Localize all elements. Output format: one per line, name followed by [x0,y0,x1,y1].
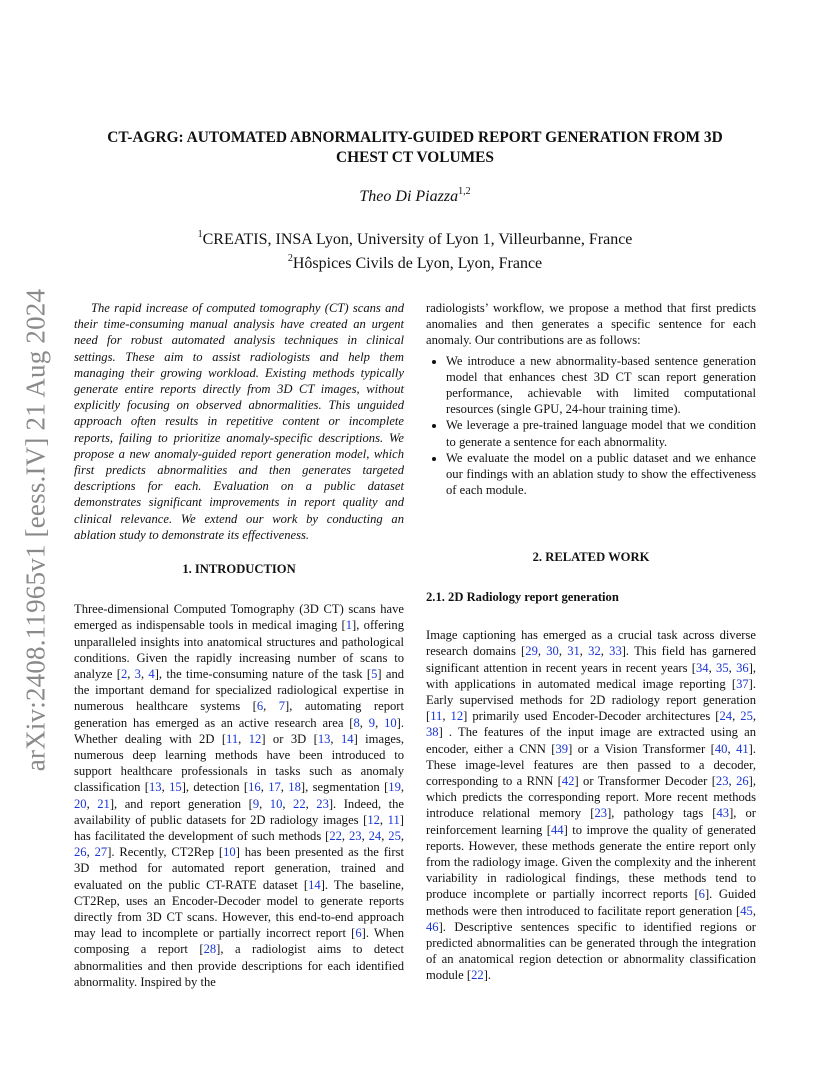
text-run: ], which predicts the corresponding report. More recent methods introduce relational memory [ [426,774,756,821]
text-run: ]. When composing a report [ [74,926,404,957]
text-run: ]. Descriptive sentences specific to identified regions or predicted abnormalities can be generated through the integration of an anatomical region detection or abnormality classification module [ [426,919,756,983]
related-work-section [426,589,756,984]
contribution-item: • We leverage a pre-trained language model that we condition to generate a sentence for each abnormality. [446,417,756,449]
author-name: Theo Di Piazza [359,188,459,205]
citation-link[interactable]: 29 [525,644,538,659]
intro-paragraph [74,601,404,990]
citation-link[interactable]: 14 [308,877,321,892]
text-run: , [140,667,149,682]
text-run: ], pathology tags [ [607,806,717,821]
text-run: ], offering unparalleled insights into anatomical structures and pathological conditions. Given the rapidly increasing number of scans to analyze [ [74,618,405,682]
citation-link[interactable]: 12 [367,812,380,827]
citation-link[interactable]: 14 [340,731,354,746]
text-run: ], with applications in automated medical image reporting [ [426,660,757,691]
citation-link[interactable]: 34 [696,660,709,675]
contribution-item: • We evaluate the model on a public dataset and we enhance our findings with an ablation study to show the effectiveness of each module. [446,450,756,499]
citation-link[interactable]: 16 [248,780,261,795]
citation-link[interactable]: 15 [169,780,182,795]
citation-link[interactable]: 10 [269,796,283,811]
text-run: , [537,644,547,659]
citation-link[interactable]: 9 [368,715,376,730]
citation-link[interactable]: 33 [609,644,622,659]
citation-link[interactable]: 11 [430,709,443,724]
citation-link[interactable]: 23 [715,774,729,789]
citation-link[interactable]: 41 [736,741,749,756]
affiliations [70,225,760,273]
text-run: , [330,731,341,746]
text-run: ]. Indeed, the availability of public datasets for 2D radiology images [ [74,796,405,827]
subsection-heading: 2.1. 2D Radiology report generation [426,590,619,604]
text-run: , [280,780,289,795]
citation-link[interactable]: 3 [134,667,141,682]
affiliation-1 [70,225,760,249]
text-run: , [400,780,405,795]
text-run: , [86,796,98,811]
text-run: , [558,644,568,659]
text-run: , [600,644,610,659]
right-column-top [426,300,756,498]
citation-link[interactable]: 26 [736,774,749,789]
citation-link[interactable]: 31 [567,644,580,659]
citation-link[interactable]: 43 [716,806,730,821]
citation-link[interactable]: 13 [149,780,162,795]
affiliation-2-text: Hôspices Civils de Lyon, Lyon, France [292,255,543,272]
text-run: , [442,709,451,724]
citation-link[interactable]: 24 [368,829,382,844]
title-line-1: CT-AGRG: AUTOMATED ABNORMALITY-GUIDED REPORT GENERATION FROM 3D [107,129,723,146]
citation-link[interactable]: 44 [550,822,564,837]
citation-link[interactable]: 13 [317,731,331,746]
citation-link[interactable]: 7 [278,699,286,714]
affiliation-2 [70,249,760,273]
text-run: ] or a Vision Transformer [ [568,741,715,756]
text-run: , [400,829,405,844]
citation-link[interactable]: 46 [426,919,439,934]
author-line [70,186,760,206]
affiliation-1-text: CREATIS, INSA Lyon, University of Lyon 1, Villeurbanne, France [202,231,633,248]
text-run: ] to improve the quality of generated reports. However, these methods generate the entire report only from the radiology image. Given the complexity and the inherent variability in radiological findings, these methods tend to produce incomplete or partially incorrect reports [ [426,822,756,902]
citation-link[interactable]: 10 [223,845,236,860]
citation-link[interactable]: 4 [148,667,155,682]
citation-link[interactable]: 10 [384,715,397,730]
citation-link[interactable]: 11 [226,731,239,746]
text-run: , [728,774,737,789]
citation-link[interactable]: 38 [426,725,439,740]
text-run: ], the time-consuming nature of the task [ [154,667,372,682]
citation-link[interactable]: 18 [288,780,301,795]
citation-link[interactable]: 39 [555,741,569,756]
text-run: ]. Guided methods were then introduced to facilitate report generation [ [426,887,756,918]
citation-link[interactable]: 32 [588,644,601,659]
citation-link[interactable]: 23 [316,796,329,811]
text-run: ], detection [ [181,780,249,795]
contribution-list [426,353,756,499]
title-line-2: CHEST CT VOLUMES [336,149,494,166]
citation-link[interactable]: 37 [736,676,749,691]
text-run: , [86,845,95,860]
text-run: ]. Recently, CT2Rep [ [107,845,224,860]
citation-link[interactable]: 20 [74,796,87,811]
citation-link[interactable]: 6 [698,887,705,902]
text-run: ] primarily used Encoder-Decoder architectures [ [463,709,720,724]
text-run: , [305,796,317,811]
text-run: ] and the important demand for specialized radiological expertise in numerous healthcare systems [ [74,667,405,714]
text-run: , [375,715,385,730]
citation-link[interactable]: 12 [248,731,262,746]
text-run: ] has facilitated the development of such methods [ [74,812,404,844]
citation-link[interactable]: 40 [714,741,728,756]
text-run: , [361,829,369,844]
citation-link[interactable]: 25 [388,829,401,844]
citation-link[interactable]: 11 [387,812,400,827]
citation-link[interactable]: 2 [120,667,128,682]
citation-link[interactable]: 9 [252,796,260,811]
abstract: The rapid increase of computed tomography (CT) scans and their time-consuming manual analysis have created an urgent need for robust automated analysis techniques in clinical settings. These aim to assist radiologists and help them managing their growing workload. Existing methods typically generate entire reports directly from 3D CT images, without explicitly focusing on observed abnormalities. This unguided approach often results in repetitive content or incomplete reports, failing to prioritize anomaly-specific descriptions. We propose a new anomaly-guided report generation model, which first predicts abnormalities and then generates targeted descriptions for each. Evaluation on a public dataset demonstrates significant improvements in report quality and clinical relevance. We extend our work by conducting an ablation study to demonstrate its effectiveness. [74,301,404,542]
text-run: Image captioning has emerged as a crucial task across diverse research domains [ [426,628,756,659]
text-run: , [341,829,349,844]
arxiv-sidebar [16,280,56,780]
text-run: ], a radiologist aims to detect abnormalities and then provide descriptions for each identified abnormality. Inspired by the [74,942,404,989]
text-run: , [727,741,737,756]
text-run: , [752,709,757,724]
text-run: , [238,731,249,746]
affiliation-1-mark: 1 [197,229,203,240]
citation-link[interactable]: 42 [561,774,575,789]
text-run: , [752,903,756,918]
contribution-intro: radiologists’ workflow, we propose a method that first predicts anomalies and then generates a specific sentence for each anomaly. Our contributions are as follows: [426,301,756,348]
citation-link[interactable]: 28 [203,942,217,957]
citation-link[interactable]: 22 [293,796,306,811]
citation-link[interactable]: 19 [388,780,401,795]
text-run: , [127,667,135,682]
text-run: ]. Whether dealing with 2D [ [74,715,405,746]
text-run: , [379,812,388,827]
arxiv-identifier: arXiv:2408.11965v1 [eess.IV] 21 Aug 2024 [20,288,51,772]
text-run: Three-dimensional Computed Tomography (3D CT) scans have emerged as indispensable tools in medical imaging [ [74,602,404,633]
citation-link[interactable]: 23 [348,829,362,844]
citation-link[interactable]: 35 [716,660,729,675]
citation-link[interactable]: 23 [594,806,608,821]
citation-link[interactable]: 17 [268,780,281,795]
text-run: ]. The baseline, CT2Rep, uses an Encoder-Decoder model to generate reports directly from 3D CT scans. However, this end-to-end approach may lead to incomplete or partially incorrect report [ [74,877,404,941]
citation-link[interactable]: 8 [353,715,360,730]
text-run: ], or reinforcement learning [ [426,806,756,837]
citation-link[interactable]: 22 [329,829,342,844]
text-run: , [708,660,717,675]
paper-title [70,128,760,168]
citation-link[interactable]: 26 [74,845,87,860]
citation-link[interactable]: 22 [471,968,484,983]
text-run: ], automating report generation has emerged as an active research area [ [74,699,404,730]
text-run: , [579,644,589,659]
citation-link[interactable]: 6 [355,926,362,941]
text-run: , [260,780,269,795]
text-run: ] images, numerous deep learning methods have been introduced to support healthcare professionals in tasks such as anomaly classification [ [74,731,405,795]
citation-link[interactable]: 30 [546,644,559,659]
text-run: , [728,660,737,675]
text-run: , [732,709,741,724]
citation-link[interactable]: 24 [719,709,733,724]
citation-link[interactable]: 6 [256,699,264,714]
contribution-item: • We introduce a new abnormality-based sentence generation model that enhances chest 3D CT scan report generation performance, achievable with limited computational resources (single GPU, 24-hour training time). [446,353,756,418]
text-run: ]. This field has garnered significant attention in recent years in recent years [ [426,644,757,675]
author-affil-marks: 1,2 [458,186,471,197]
text-run: ] . The features of the input image are extracted using an encoder, either a CNN [ [426,725,756,756]
intro-section [74,561,404,990]
text-run: , [259,796,270,811]
text-run: , [359,715,369,730]
citation-link[interactable]: 1 [345,618,353,633]
text-run: ], segmentation [ [300,780,389,795]
citation-link[interactable]: 27 [94,845,108,860]
affiliation-2-mark: 2 [287,253,293,264]
text-run: ]. Early supervised methods for 2D radiology report generation [ [426,676,756,724]
text-run: ]. [483,968,492,983]
citation-link[interactable]: 25 [740,709,753,724]
citation-link[interactable]: 21 [97,796,110,811]
related-work-heading: 2. RELATED WORK [532,550,650,564]
citation-link[interactable]: 12 [450,709,464,724]
intro-heading: 1. INTRODUCTION [182,562,296,576]
text-run: ] or Transformer Decoder [ [574,774,716,789]
text-run: , [161,780,170,795]
citation-link[interactable]: 5 [371,667,378,682]
text-run: ] has been presented as the first 3D method for automated report generation, trained and evaluated on the public CT-RATE dataset [ [74,845,405,892]
citation-link[interactable]: 45 [740,903,753,918]
text-run: , [282,796,294,811]
text-run: ]. These image-level features are then passed to a decoder, corresponding to a RNN [ [426,741,757,789]
text-run: , [263,699,279,714]
related-paragraph [426,627,756,983]
citation-link[interactable]: 36 [736,660,749,675]
text-run: ], and report generation [ [109,796,253,811]
text-run: , [381,829,389,844]
text-run: ] or 3D [ [261,731,318,746]
